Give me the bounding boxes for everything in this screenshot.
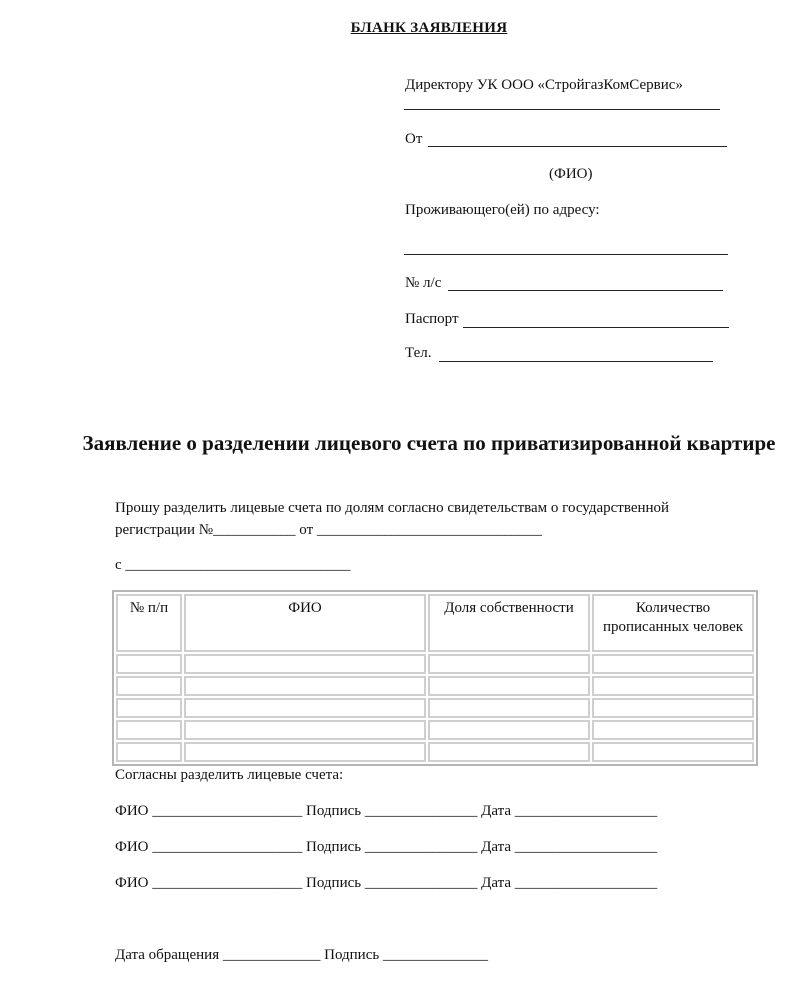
table-row: [116, 742, 754, 762]
table-row: [116, 654, 754, 674]
passport-blank[interactable]: [463, 327, 729, 328]
consent-date-label: Дата: [481, 803, 512, 819]
form-header: БЛАНК ЗАЯВЛЕНИЯ: [350, 20, 508, 36]
footer-line: [115, 947, 488, 964]
from-date-label: от: [299, 522, 314, 538]
consent-sign-label: Подпись: [306, 803, 362, 819]
table-cell[interactable]: [116, 698, 182, 718]
consent-fio-blank[interactable]: ____________________: [152, 875, 303, 891]
consent-fio-label: ФИО: [115, 839, 149, 855]
ownership-table: [112, 590, 758, 766]
director-line: Директору УК ООО «СтройгазКомСервис»: [405, 77, 683, 93]
table-cell[interactable]: [184, 720, 426, 740]
consent-fio-blank[interactable]: ____________________: [152, 803, 303, 819]
from-blank[interactable]: [428, 146, 727, 147]
table-cell[interactable]: [116, 676, 182, 696]
passport-label: Паспорт: [405, 311, 459, 327]
table-row: [116, 698, 754, 718]
table-cell[interactable]: [428, 676, 590, 696]
table-row: [116, 676, 754, 696]
registration-number-blank[interactable]: ___________: [213, 522, 296, 538]
consent-date-blank[interactable]: ___________________: [514, 839, 658, 855]
table-cell[interactable]: [428, 720, 590, 740]
s-label: с: [115, 557, 122, 573]
s-blank[interactable]: ______________________________: [125, 557, 351, 573]
registration-date-blank[interactable]: ______________________________: [316, 522, 542, 538]
phone-label: Тел.: [405, 345, 432, 361]
table-cell[interactable]: [592, 654, 754, 674]
table-cell[interactable]: [116, 720, 182, 740]
request-date-blank[interactable]: _____________: [222, 947, 321, 963]
consent-sign-label: Подпись: [306, 839, 362, 855]
consent-date-label: Дата: [481, 875, 512, 891]
s-line: [115, 557, 350, 574]
consent-sign-blank[interactable]: _______________: [364, 803, 478, 819]
address-blank[interactable]: [404, 254, 728, 255]
consent-row: [115, 803, 657, 820]
consent-heading: Согласны разделить лицевые счета:: [115, 767, 344, 783]
table-row: [116, 720, 754, 740]
table-cell[interactable]: [428, 698, 590, 718]
registration-label: регистрации №: [115, 522, 214, 538]
table-header-row: [116, 594, 754, 652]
request-date-label: Дата обращения: [115, 947, 220, 963]
consent-row: [115, 839, 657, 856]
statement-body-line2: [115, 522, 542, 539]
phone-blank[interactable]: [439, 361, 713, 362]
table-cell[interactable]: [592, 698, 754, 718]
footer-sign-label: Подпись: [324, 947, 380, 963]
consent-row: [115, 875, 657, 892]
table-cell[interactable]: [184, 742, 426, 762]
table-cell[interactable]: [184, 698, 426, 718]
consent-fio-label: ФИО: [115, 875, 149, 891]
header-cell-fio: ФИО: [184, 594, 426, 652]
from-label: От: [405, 131, 423, 147]
table-cell[interactable]: [116, 742, 182, 762]
table-cell[interactable]: [116, 654, 182, 674]
account-label: № л/с: [405, 275, 442, 291]
header-cell-share: Доля собственности: [428, 594, 590, 652]
header-cell-registered-count: Количество прописанных человек: [592, 594, 754, 652]
consent-fio-blank[interactable]: ____________________: [152, 839, 303, 855]
header-cell-number: № п/п: [116, 594, 182, 652]
consent-fio-label: ФИО: [115, 803, 149, 819]
account-blank[interactable]: [448, 290, 723, 291]
table-cell[interactable]: [592, 720, 754, 740]
table-cell[interactable]: [428, 654, 590, 674]
statement-title: Заявление о разделении лицевого счета по приватизированной квартире: [82, 431, 776, 455]
table-cell[interactable]: [184, 676, 426, 696]
consent-sign-label: Подпись: [306, 875, 362, 891]
address-label: Проживающего(ей) по адресу:: [405, 202, 600, 218]
table-cell[interactable]: [592, 742, 754, 762]
consent-sign-blank[interactable]: _______________: [364, 839, 478, 855]
consent-date-blank[interactable]: ___________________: [514, 803, 658, 819]
table-cell[interactable]: [592, 676, 754, 696]
table-cell[interactable]: [184, 654, 426, 674]
director-blank[interactable]: [404, 109, 720, 110]
footer-sign-blank[interactable]: ______________: [382, 947, 488, 963]
consent-date-label: Дата: [481, 839, 512, 855]
consent-date-blank[interactable]: ___________________: [514, 875, 658, 891]
consent-sign-blank[interactable]: _______________: [364, 875, 478, 891]
fio-caption: (ФИО): [549, 166, 593, 182]
table-cell[interactable]: [428, 742, 590, 762]
statement-body-line1: Прошу разделить лицевые счета по долям согласно свидетельствам о государственной: [115, 500, 670, 516]
